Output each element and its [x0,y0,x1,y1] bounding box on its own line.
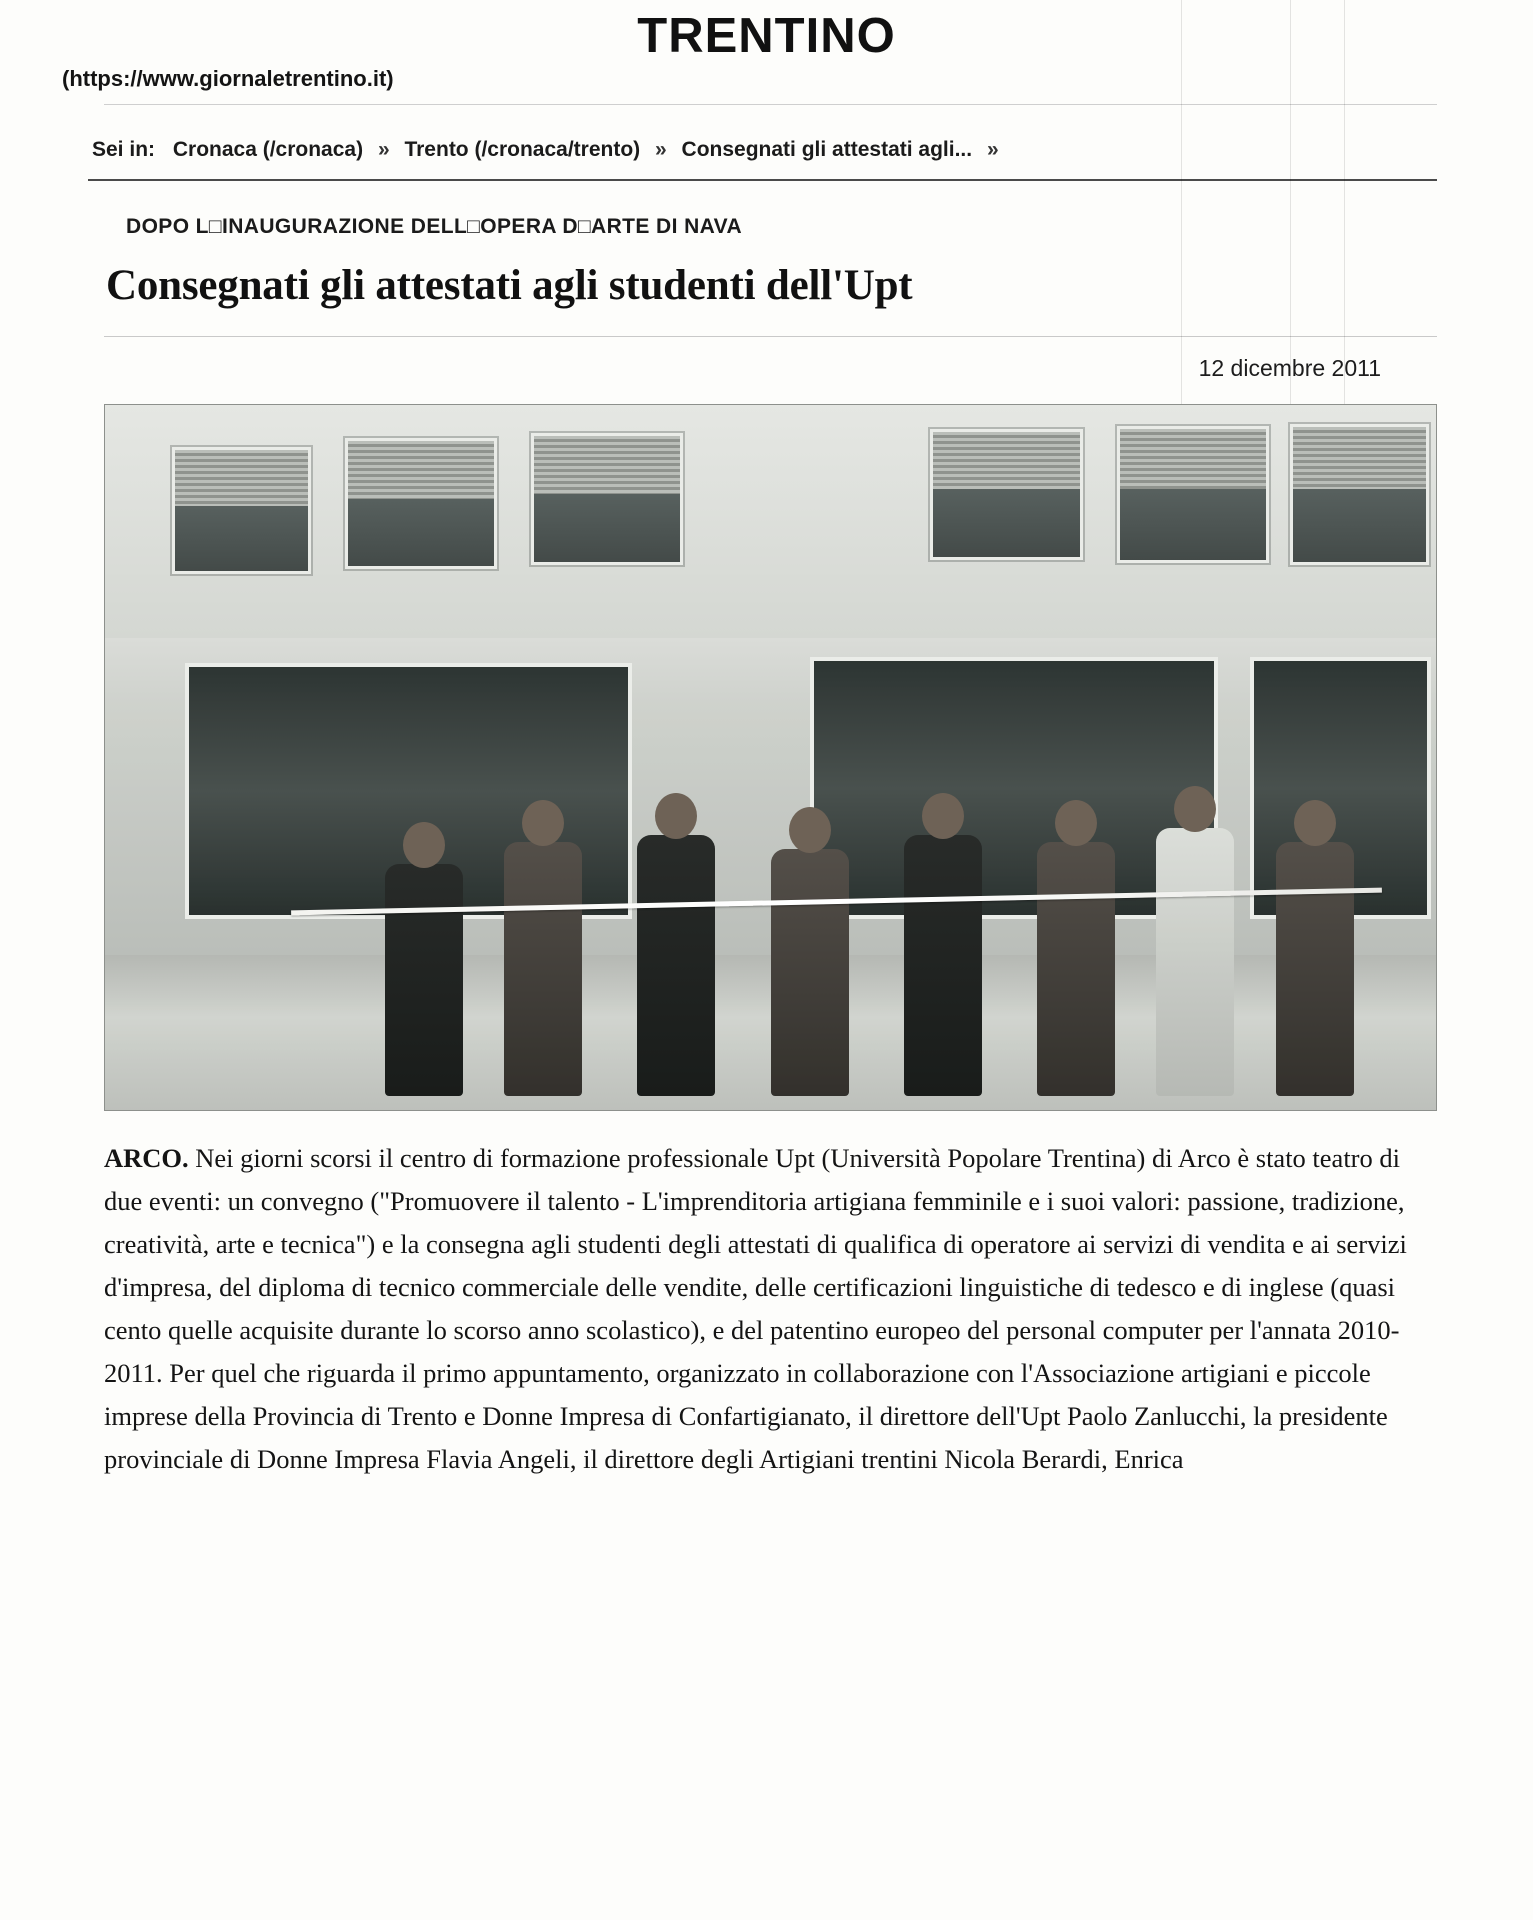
window-icon [345,438,497,570]
person-figure [637,835,715,1096]
title-divider [104,336,1437,337]
person-figure [1156,828,1234,1096]
masthead [0,0,1533,108]
window-icon [1290,424,1429,565]
person-figure [904,835,982,1096]
article-dateline: ARCO. [104,1143,189,1174]
scan-artifact [1181,0,1182,460]
breadcrumb-separator: » [986,138,999,161]
article-kicker: DOPO L□INAUGURAZIONE DELL□OPERA D□ARTE DI NAVA [126,215,743,239]
photo-image [105,405,1436,1110]
person-figure [504,842,582,1096]
window-icon [172,447,311,574]
breadcrumb-separator: » [655,138,667,161]
scan-artifact [1344,0,1345,460]
breadcrumb-prefix: Sei in: [92,138,156,161]
article-body [104,1137,1437,1480]
page-title: Consegnati gli attestati agli studenti dell'Upt [106,262,913,310]
article-text: Nei giorni scorsi il centro di formazione professionale Upt (Università Popolare Trentina) di Arco è stato teatro di due eventi: un convegno ("Promuovere il talento - L'imprenditoria artigiana femminile e i suoi valori: passione, tradizione, creatività, arte e tecnica") e la consegna agli studenti degli attestati di qualifica di operatore ai servizi di vendita e ai servizi d'impresa, del diploma di tecnico commerciale delle vendite, delle certificazioni linguistiche di tedesco e di inglese (quasi cento quelle acquisite durante lo scorso anno scolastico), e del patentino europeo del personal computer per l'annata 2010-2011. Per quel che riguarda il primo appuntamento, organizzato in collaborazione con l'Associazione artigiani e piccole imprese della Provincia di Trento e Donne Impresa di Confartigianato, il direttore dell'Upt Paolo Zanlucchi, la presidente provinciale di Donne Impresa Flavia Angeli, il direttore degli Artigiani trentini Nicola Berardi, Enrica [104,1143,1407,1474]
window-icon [531,433,683,565]
person-figure [1276,842,1354,1096]
masthead-divider [104,104,1437,105]
window-icon [1117,426,1269,562]
person-figure [385,864,463,1097]
breadcrumb-item-current[interactable]: Consegnati gli attestati agli... [681,138,973,161]
building-facade-upper [105,405,1436,638]
breadcrumb-divider [88,179,1437,181]
article-photo [104,404,1437,1111]
article-date: 12 dicembre 2011 [1198,355,1381,382]
breadcrumb [0,136,1533,163]
person-figure [771,849,849,1096]
window-icon [930,429,1082,561]
scan-artifact [1290,0,1291,460]
site-brand: TRENTINO [637,9,896,63]
site-url[interactable]: (https://www.giornaletrentino.it) [62,66,394,91]
person-figure [1037,842,1115,1096]
breadcrumb-item-trento[interactable]: Trento (/cronaca/trento) [404,138,641,161]
breadcrumb-item-cronaca[interactable]: Cronaca (/cronaca) [172,138,364,161]
breadcrumb-separator: » [377,138,390,161]
